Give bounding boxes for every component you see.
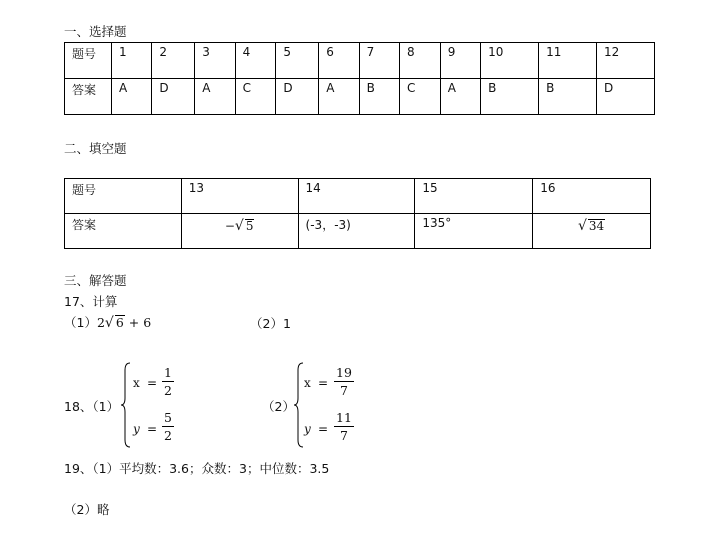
answer-cell-13 — [181, 214, 298, 249]
q19-part1: 19、（1）平均数：3.6；众数：3；中位数：3.5 — [64, 461, 330, 476]
denominator: 2 — [164, 428, 172, 443]
answer-cell: D — [152, 79, 195, 115]
y-variable: y — [133, 422, 140, 436]
numerator: 1 — [164, 365, 172, 380]
fraction — [162, 410, 174, 444]
sqrt-expression — [105, 315, 125, 331]
answer-label-cell: 答案 — [65, 79, 112, 115]
sqrt-expression — [235, 218, 255, 234]
part-label: （2） — [250, 316, 283, 331]
question-number-cell: 2 — [152, 43, 195, 79]
section2-title: 二、填空题 — [64, 141, 127, 156]
part-label: （1） — [64, 315, 97, 330]
numerator: 19 — [336, 365, 352, 380]
question-number-cell: 4 — [235, 43, 276, 79]
table-row — [65, 179, 651, 214]
x-variable: x — [304, 376, 311, 390]
radical-icon: √ — [577, 218, 587, 234]
section3-title: 三、解答题 — [64, 273, 127, 288]
x-variable: x — [133, 376, 140, 390]
answer-cell: A — [319, 79, 359, 115]
question-number-cell: 8 — [400, 43, 441, 79]
answer-cell: A — [195, 79, 235, 115]
radical-icon: √ — [104, 315, 114, 331]
question-number-cell: 15 — [415, 179, 533, 214]
fraction — [162, 365, 174, 399]
question-number-cell: 6 — [319, 43, 359, 79]
question-number-cell: 16 — [533, 179, 651, 214]
header-label-cell: 题号 — [65, 179, 182, 214]
question-number-cell: 1 — [112, 43, 152, 79]
coefficient: 2 — [96, 315, 105, 330]
q17-part2 — [250, 314, 291, 332]
answer-cell: B — [481, 79, 539, 115]
question-number-cell: 7 — [359, 43, 399, 79]
q17-part1 — [64, 313, 151, 331]
numerator: 5 — [164, 410, 172, 425]
question-number-cell: 10 — [481, 43, 539, 79]
answer-cell: B — [539, 79, 597, 115]
question-number-cell: 3 — [195, 43, 235, 79]
radicand: 5 — [245, 219, 254, 233]
fill-answer-table — [64, 178, 651, 249]
question-number-cell: 5 — [276, 43, 319, 79]
denominator: 7 — [339, 428, 348, 443]
answer-label-cell: 答案 — [65, 214, 182, 249]
question-number-cell: 9 — [440, 43, 480, 79]
answer-cell: D — [596, 79, 654, 115]
fraction — [334, 410, 354, 444]
section1-title: 一、选择题 — [64, 24, 127, 39]
question-number-cell: 12 — [596, 43, 654, 79]
choice-answer-table — [64, 42, 655, 115]
equals-sign: = — [147, 376, 158, 390]
answer-cell-16 — [533, 214, 651, 249]
q19-part2: （2）略 — [64, 502, 110, 517]
answer-cell-14: (-3，-3) — [298, 214, 415, 249]
table-row — [65, 43, 655, 79]
expression-tail: + 6 — [124, 315, 152, 330]
q17-label: 17、计算 — [64, 294, 118, 309]
answer-cell: C — [400, 79, 441, 115]
sqrt-expression — [578, 218, 605, 234]
y-variable: y — [304, 422, 311, 436]
question-number-cell: 11 — [539, 43, 597, 79]
question-number-cell: 14 — [298, 179, 415, 214]
answer-cell: A — [112, 79, 152, 115]
answer-cell: A — [440, 79, 480, 115]
radicand: 34 — [588, 219, 605, 233]
answer-cell: B — [359, 79, 399, 115]
answer-cell: D — [276, 79, 319, 115]
denominator: 7 — [339, 383, 348, 398]
answer-cell-15: 135° — [415, 214, 533, 249]
q18-part2-label: （2） — [262, 399, 295, 414]
header-label-cell: 题号 — [65, 43, 112, 79]
radicand: 6 — [115, 315, 124, 330]
table-row — [65, 214, 651, 249]
q18-label: 18、（1） — [64, 399, 120, 414]
denominator: 2 — [164, 383, 172, 398]
minus-sign: − — [224, 219, 235, 233]
fraction — [334, 365, 354, 399]
part-value: 1 — [282, 316, 291, 331]
table-row — [65, 79, 655, 115]
equals-sign: = — [147, 422, 158, 436]
equals-sign: = — [318, 376, 329, 390]
question-number-cell: 13 — [181, 179, 298, 214]
numerator: 11 — [336, 410, 352, 425]
radical-icon: √ — [234, 218, 244, 234]
answer-cell: C — [235, 79, 276, 115]
left-brace-icon — [120, 362, 132, 448]
equals-sign: = — [318, 422, 329, 436]
